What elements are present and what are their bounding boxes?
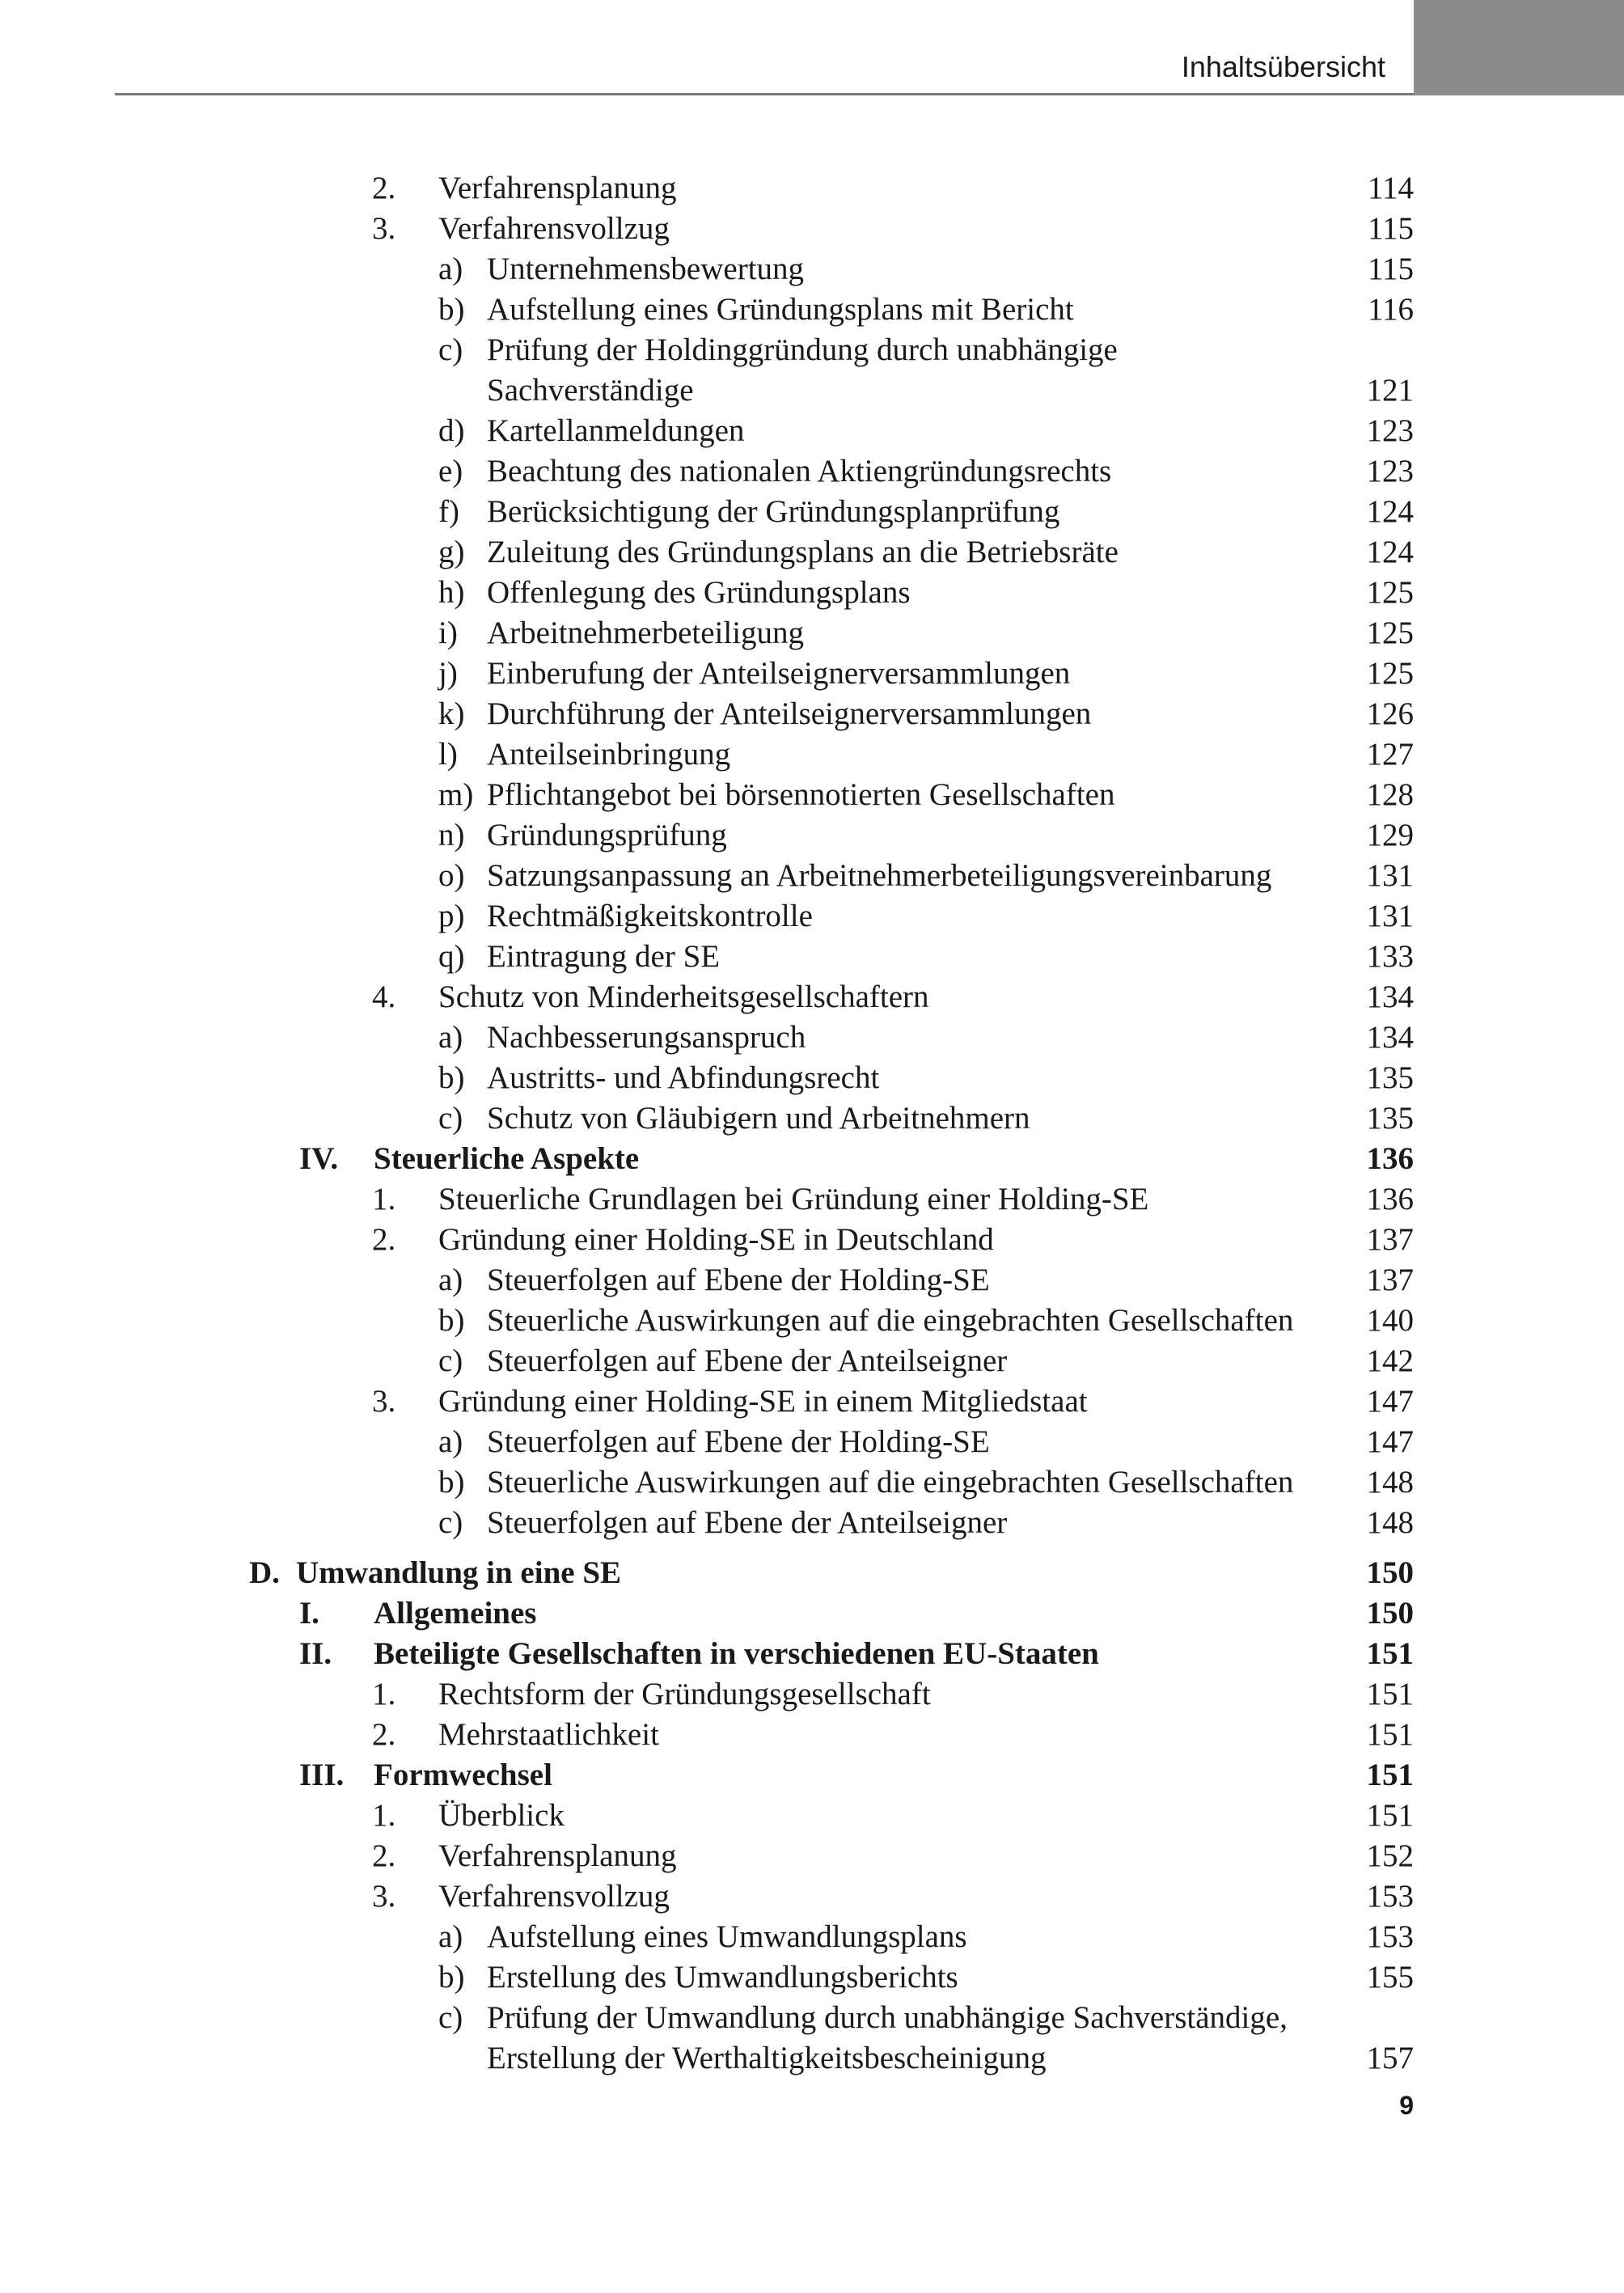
toc-entry — [0, 1422, 1624, 1462]
toc-entry-page: 131 — [1366, 858, 1414, 893]
toc-entry-page: 121 — [1366, 373, 1414, 408]
toc-entry-number: i) — [438, 616, 458, 650]
toc-entry-page: 124 — [1366, 535, 1414, 569]
toc-entry-title: Verfahrensplanung — [438, 1838, 677, 1873]
toc-entry-title: Nachbesserungsanspruch — [487, 1020, 806, 1055]
toc-entry-title: Kartellanmeldungen — [487, 413, 745, 448]
toc-entry — [0, 977, 1624, 1017]
toc-entry-number: 2. — [372, 1838, 396, 1873]
toc-entry — [0, 1917, 1624, 1957]
toc-entry-number: q) — [438, 939, 465, 974]
toc-entry-page: 134 — [1366, 979, 1414, 1014]
toc-entry — [0, 573, 1624, 613]
toc-entry — [0, 896, 1624, 937]
toc-entry-page: 116 — [1367, 292, 1414, 327]
toc-entry — [0, 1634, 1624, 1674]
toc-entry-title: Steuerliche Grundlagen bei Gründung einer Holding-SE — [438, 1182, 1149, 1216]
toc-entry-title: Offenlegung des Gründungsplans — [487, 575, 911, 610]
toc-entry-number: d) — [438, 413, 465, 448]
toc-entry-title: Steuerfolgen auf Ebene der Holding-SE — [487, 1263, 990, 1297]
toc-entry-page: 137 — [1366, 1222, 1414, 1257]
toc-entry-title: Steuerfolgen auf Ebene der Holding-SE — [487, 1424, 990, 1459]
toc-entry — [0, 775, 1624, 815]
toc-entry-page: 151 — [1366, 1677, 1414, 1711]
toc-entry-number: p) — [438, 899, 465, 933]
toc-entry-title: Eintragung der SE — [487, 939, 721, 974]
toc-entry-page: 153 — [1366, 1919, 1414, 1954]
toc-entry — [0, 856, 1624, 896]
toc-entry — [0, 1179, 1624, 1220]
toc-entry — [0, 451, 1624, 492]
toc-entry-page: 115 — [1367, 252, 1414, 286]
toc-entry-page: 157 — [1366, 2041, 1414, 2075]
toc-entry-number: 2. — [372, 171, 396, 205]
toc-entry-number: l) — [438, 737, 458, 772]
toc-entry-page: 115 — [1367, 211, 1414, 246]
toc-entry-title: Anteilseinbringung — [487, 737, 731, 772]
toc-entry — [0, 168, 1624, 209]
toc-entry-title: Prüfung der Holdinggründung durch unabhängige — [487, 332, 1118, 367]
toc-entry-page: 126 — [1366, 696, 1414, 731]
toc-entry — [0, 1301, 1624, 1341]
toc-entry-page: 147 — [1366, 1424, 1414, 1459]
toc-entry — [0, 1462, 1624, 1503]
toc-entry — [0, 1098, 1624, 1139]
toc-entry-page: 128 — [1366, 777, 1414, 812]
toc-entry-page: 125 — [1366, 656, 1414, 691]
toc-entry-title: Durchführung der Anteilseignerversammlungen — [487, 696, 1092, 731]
page-number: 9 — [1399, 2091, 1414, 2120]
toc-entry-title: Rechtmäßigkeitskontrolle — [487, 899, 813, 933]
toc-entry-title: Überblick — [438, 1798, 565, 1833]
toc-entry-title: Allgemeines — [374, 1596, 537, 1631]
toc-entry-page: 152 — [1366, 1838, 1414, 1873]
toc-entry-title: Zuleitung des Gründungsplans an die Betriebsräte — [487, 535, 1119, 569]
toc-entry-number: b) — [438, 1303, 465, 1338]
toc-entry-title: Schutz von Gläubigern und Arbeitnehmern — [487, 1101, 1030, 1136]
toc-entry-page: 123 — [1366, 454, 1414, 489]
toc-entry — [0, 411, 1624, 451]
toc-entry — [0, 815, 1624, 856]
toc-entry-page: 147 — [1366, 1384, 1414, 1419]
toc-entry — [0, 654, 1624, 694]
toc-entry-number: 1. — [372, 1182, 396, 1216]
toc-entry-number: III. — [299, 1758, 345, 1792]
toc-entry-number: II. — [299, 1636, 332, 1671]
toc-entry — [0, 1796, 1624, 1836]
toc-entry-title: Steuerliche Auswirkungen auf die eingebrachten Gesellschaften — [487, 1303, 1294, 1338]
toc-entry-page: 123 — [1366, 413, 1414, 448]
page-header-title: Inhaltsübersicht — [1181, 50, 1385, 83]
toc-entry-number: c) — [438, 2000, 463, 2035]
toc-entry-number: m) — [438, 777, 474, 812]
toc-entry-page: 136 — [1366, 1182, 1414, 1216]
toc-entry — [0, 613, 1624, 654]
toc-entry-page: 136 — [1366, 1141, 1414, 1176]
toc-entry-number: 1. — [372, 1798, 396, 1833]
toc-entry-page: 127 — [1366, 737, 1414, 772]
toc-entry-page: 148 — [1366, 1505, 1414, 1540]
toc-entry-title: Gründungsprüfung — [487, 818, 727, 852]
toc-entry — [0, 1553, 1624, 1593]
toc-entry-number: b) — [438, 1060, 465, 1095]
toc-entry-page: 142 — [1366, 1343, 1414, 1378]
toc-entry-page: 114 — [1367, 171, 1414, 205]
toc-entry-number: c) — [438, 332, 463, 367]
toc-entry-title: Berücksichtigung der Gründungsplanprüfung — [487, 494, 1060, 529]
toc-entry-number: 1. — [372, 1677, 396, 1711]
toc-entry-title: Rechtsform der Gründungsgesellschaft — [438, 1677, 931, 1711]
toc-entry-title: Gründung einer Holding-SE in einem Mitgliedstaat — [438, 1384, 1088, 1419]
toc-entry — [0, 1220, 1624, 1260]
toc-entry-number: 3. — [372, 1879, 396, 1914]
toc-entry-page: 151 — [1366, 1758, 1414, 1792]
toc-entry — [0, 1998, 1624, 2038]
toc-entry — [0, 1381, 1624, 1422]
toc-entry-number: b) — [438, 292, 465, 327]
toc-entry-number: k) — [438, 696, 465, 731]
toc-entry-number: a) — [438, 1020, 463, 1055]
toc-entry-page: 151 — [1366, 1798, 1414, 1833]
toc-entry — [0, 1503, 1624, 1543]
toc-entry-title: Erstellung der Werthaltigkeitsbescheinigung — [487, 2041, 1047, 2075]
toc-entry-page: 135 — [1366, 1101, 1414, 1136]
toc-entry-page: 135 — [1366, 1060, 1414, 1095]
toc-entry-page: 150 — [1366, 1555, 1414, 1590]
toc-entry-page: 125 — [1366, 575, 1414, 610]
toc-entry — [0, 370, 1624, 411]
toc-entry — [0, 330, 1624, 370]
toc-entry — [0, 1260, 1624, 1301]
toc-entry-number: a) — [438, 1263, 463, 1297]
toc-entry-title: Verfahrensvollzug — [438, 1879, 670, 1914]
toc-entry-number: 4. — [372, 979, 396, 1014]
toc-entry — [0, 1058, 1624, 1098]
toc-entry-number: f) — [438, 494, 459, 529]
toc-entry-title: Einberufung der Anteilseignerversammlungen — [487, 656, 1071, 691]
toc-entry — [0, 1957, 1624, 1998]
toc-entry-page: 125 — [1366, 616, 1414, 650]
toc-entry-number: c) — [438, 1101, 463, 1136]
toc-entry-title: Umwandlung in eine SE — [296, 1555, 622, 1590]
toc-entry-title: Sachverständige — [487, 373, 694, 408]
toc-entry-page: 140 — [1366, 1303, 1414, 1338]
toc-entry-number: j) — [438, 656, 458, 691]
toc-entry — [0, 1139, 1624, 1179]
toc-entry-number: n) — [438, 818, 465, 852]
toc-entry-number: h) — [438, 575, 465, 610]
toc-entry-title: Unternehmensbewertung — [487, 252, 805, 286]
toc-entry — [0, 1593, 1624, 1634]
toc-entry — [0, 492, 1624, 532]
toc-entry — [0, 1876, 1624, 1917]
toc-entry — [0, 1341, 1624, 1381]
toc-entry — [0, 1674, 1624, 1715]
toc-entry-number: 3. — [372, 211, 396, 246]
toc-entry — [0, 937, 1624, 977]
toc-entry-number: a) — [438, 1424, 463, 1459]
toc-entry-page: 151 — [1366, 1717, 1414, 1752]
toc-entry-number: e) — [438, 454, 463, 489]
toc-entry-number: g) — [438, 535, 465, 569]
table-of-contents — [0, 168, 1624, 2079]
toc-entry-title: Aufstellung eines Gründungsplans mit Bericht — [487, 292, 1074, 327]
toc-entry-number: a) — [438, 1919, 463, 1954]
toc-entry-title: Mehrstaatlichkeit — [438, 1717, 659, 1752]
toc-entry-number: o) — [438, 858, 465, 893]
toc-entry-title: Erstellung des Umwandlungsberichts — [487, 1960, 958, 1995]
toc-entry — [0, 290, 1624, 330]
toc-entry-title: Aufstellung eines Umwandlungsplans — [487, 1919, 967, 1954]
toc-entry-number: 3. — [372, 1384, 396, 1419]
toc-entry — [0, 734, 1624, 775]
toc-entry — [0, 2038, 1624, 2079]
toc-entry — [0, 532, 1624, 573]
toc-entry-number: c) — [438, 1343, 463, 1378]
toc-entry — [0, 1715, 1624, 1755]
toc-entry-page: 131 — [1366, 899, 1414, 933]
toc-entry-page: 151 — [1366, 1636, 1414, 1671]
toc-entry-title: Satzungsanpassung an Arbeitnehmerbeteiligungsvereinbarung — [487, 858, 1272, 893]
toc-entry-page: 129 — [1366, 818, 1414, 852]
toc-entry-number: b) — [438, 1960, 465, 1995]
toc-entry-title: Austritts- und Abfindungsrecht — [487, 1060, 880, 1095]
toc-entry-title: Verfahrensvollzug — [438, 211, 670, 246]
toc-entry-page: 124 — [1366, 494, 1414, 529]
toc-entry-title: Beachtung des nationalen Aktiengründungsrechts — [487, 454, 1112, 489]
toc-entry-title: Pflichtangebot bei börsennotierten Gesellschaften — [487, 777, 1115, 812]
toc-entry-number: 2. — [372, 1222, 396, 1257]
toc-entry-title: Formwechsel — [374, 1758, 552, 1792]
header-rule — [115, 93, 1414, 95]
toc-entry-number: a) — [438, 252, 463, 286]
toc-entry-number: 2. — [372, 1717, 396, 1752]
toc-entry-page: 137 — [1366, 1263, 1414, 1297]
toc-entry-page: 153 — [1366, 1879, 1414, 1914]
toc-entry-page: 133 — [1366, 939, 1414, 974]
toc-entry-title: Beteiligte Gesellschaften in verschiedenen EU-Staaten — [374, 1636, 1099, 1671]
corner-tab — [1414, 0, 1624, 95]
toc-entry-title: Steuerliche Auswirkungen auf die eingebrachten Gesellschaften — [487, 1465, 1294, 1500]
toc-entry — [0, 1017, 1624, 1058]
toc-entry-title: Arbeitnehmerbeteiligung — [487, 616, 805, 650]
toc-entry-page: 150 — [1366, 1596, 1414, 1631]
toc-entry-page: 134 — [1366, 1020, 1414, 1055]
toc-entry-title: Prüfung der Umwandlung durch unabhängige Sachverständige, — [487, 2000, 1288, 2035]
toc-entry-page: 148 — [1366, 1465, 1414, 1500]
toc-entry — [0, 209, 1624, 249]
toc-entry — [0, 249, 1624, 290]
toc-entry-title: Schutz von Minderheitsgesellschaftern — [438, 979, 929, 1014]
toc-entry — [0, 1836, 1624, 1876]
toc-entry-number: D. — [249, 1555, 280, 1590]
toc-entry — [0, 1755, 1624, 1796]
toc-entry-number: I. — [299, 1596, 319, 1631]
toc-entry-number: b) — [438, 1465, 465, 1500]
toc-entry-number: IV. — [299, 1141, 339, 1176]
toc-entry-title: Verfahrensplanung — [438, 171, 677, 205]
toc-entry-title: Steuerfolgen auf Ebene der Anteilseigner — [487, 1505, 1008, 1540]
toc-entry — [0, 694, 1624, 734]
toc-entry-page: 155 — [1366, 1960, 1414, 1995]
toc-entry-title: Steuerfolgen auf Ebene der Anteilseigner — [487, 1343, 1008, 1378]
toc-entry-title: Steuerliche Aspekte — [374, 1141, 640, 1176]
toc-entry-number: c) — [438, 1505, 463, 1540]
toc-entry-title: Gründung einer Holding-SE in Deutschland — [438, 1222, 994, 1257]
